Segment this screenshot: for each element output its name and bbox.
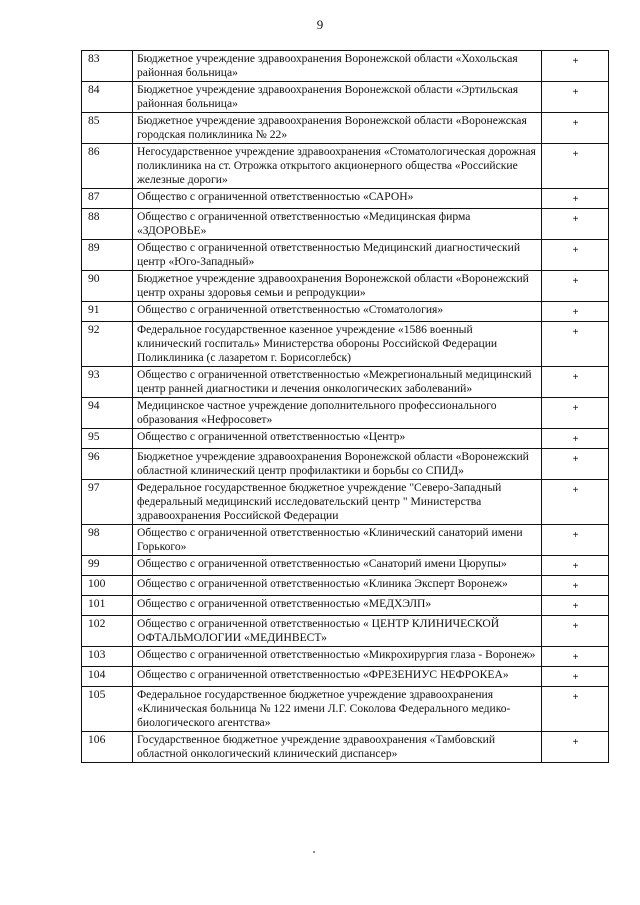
table-row (82, 480, 609, 525)
row-number-cell: 93 (82, 367, 133, 398)
row-number-cell: 101 (82, 596, 133, 616)
organization-name-cell: Бюджетное учреждение здравоохранения Воронежской области «Эртильская районная больница» (133, 82, 542, 113)
table-row (82, 667, 609, 687)
plus-mark: + (572, 194, 579, 205)
mark-cell (542, 732, 609, 763)
table-row (82, 398, 609, 429)
organizations-table-body (82, 51, 609, 763)
table-row (82, 449, 609, 480)
plus-mark: + (572, 56, 579, 67)
mark-cell (542, 449, 609, 480)
row-number-cell: 102 (82, 616, 133, 647)
table-row (82, 616, 609, 647)
mark-cell (542, 302, 609, 322)
plus-mark: + (572, 276, 579, 287)
organization-name-cell: Общество с ограниченной ответственностью «Клиника Эксперт Воронеж» (133, 576, 542, 596)
organization-name-cell: Общество с ограниченной ответственностью «МЕДХЭЛП» (133, 596, 542, 616)
table-row (82, 271, 609, 302)
row-number-cell: 87 (82, 189, 133, 209)
row-number-cell: 96 (82, 449, 133, 480)
organization-name-cell: Федеральное государственное бюджетное учреждение здравоохранения «Клиническая больница № 122 имени Л.Г. Соколова Федерального медико-биологического агентства» (133, 687, 542, 732)
row-number-cell: 92 (82, 322, 133, 367)
row-number-cell: 105 (82, 687, 133, 732)
table-row (82, 51, 609, 82)
row-number-cell: 95 (82, 429, 133, 449)
organization-name-cell: Общество с ограниченной ответственностью Медицинский диагностический центр «Юго-Западный» (133, 240, 542, 271)
plus-mark: + (572, 307, 579, 318)
plus-mark: + (572, 621, 579, 632)
row-number-cell: 91 (82, 302, 133, 322)
table-row (82, 576, 609, 596)
mark-cell (542, 189, 609, 209)
table-row (82, 429, 609, 449)
organization-name-cell: Общество с ограниченной ответственностью «Санаторий имени Цюрупы» (133, 556, 542, 576)
mark-cell (542, 51, 609, 82)
table-row (82, 367, 609, 398)
plus-mark: + (572, 581, 579, 592)
organization-name-cell: Федеральное государственное бюджетное учреждение "Северо-Западный федеральный медицинский исследовательский центр " Министерства здравоохранения Российской Федерации (133, 480, 542, 525)
table-row (82, 82, 609, 113)
organization-name-cell: Общество с ограниченной ответственностью «Клинический санаторий имени Горького» (133, 525, 542, 556)
scan-speck (313, 851, 315, 853)
organization-name-cell: Бюджетное учреждение здравоохранения Воронежской области «Воронежская городская поликлиника № 22» (133, 113, 542, 144)
row-number-cell: 103 (82, 647, 133, 667)
mark-cell (542, 398, 609, 429)
mark-cell (542, 687, 609, 732)
plus-mark: + (572, 214, 579, 225)
row-number-cell: 85 (82, 113, 133, 144)
mark-cell (542, 240, 609, 271)
page-number: 9 (316, 17, 324, 32)
table-row (82, 556, 609, 576)
table-row (82, 189, 609, 209)
row-number-cell: 94 (82, 398, 133, 429)
table-row (82, 302, 609, 322)
table-row (82, 525, 609, 556)
table-row (82, 113, 609, 144)
plus-mark: + (572, 530, 579, 541)
table-row (82, 647, 609, 667)
plus-mark: + (572, 454, 579, 465)
row-number-cell: 106 (82, 732, 133, 763)
organization-name-cell: Общество с ограниченной ответственностью «Центр» (133, 429, 542, 449)
plus-mark: + (572, 149, 579, 160)
table-row (82, 687, 609, 732)
mark-cell (542, 480, 609, 525)
plus-mark: + (572, 601, 579, 612)
organization-name-cell: Общество с ограниченной ответственностью «Стоматология» (133, 302, 542, 322)
mark-cell (542, 429, 609, 449)
mark-cell (542, 556, 609, 576)
table-row (82, 240, 609, 271)
organization-name-cell: Общество с ограниченной ответственностью «Микрохирургия глаза - Воронеж» (133, 647, 542, 667)
row-number-cell: 97 (82, 480, 133, 525)
plus-mark: + (572, 118, 579, 129)
row-number-cell: 83 (82, 51, 133, 82)
row-number-cell: 90 (82, 271, 133, 302)
organization-name-cell: Негосударственное учреждение здравоохранения «Стоматологическая дорожная поликлиника на ст. Отрожка открытого акционерного общества «Российские железные дороги» (133, 144, 542, 189)
table-row (82, 209, 609, 240)
plus-mark: + (572, 372, 579, 383)
plus-mark: + (572, 327, 579, 338)
organization-name-cell: Общество с ограниченной ответственностью «Медицинская фирма «ЗДОРОВЬЕ» (133, 209, 542, 240)
mark-cell (542, 82, 609, 113)
table-row (82, 596, 609, 616)
organization-name-cell: Бюджетное учреждение здравоохранения Воронежской области «Воронежский центр охраны здоровья семьи и репродукции» (133, 271, 542, 302)
organizations-table (81, 50, 609, 763)
plus-mark: + (572, 561, 579, 572)
organization-name-cell: Общество с ограниченной ответственностью « ЦЕНТР КЛИНИЧЕСКОЙ ОФТАЛЬМОЛОГИИ «МЕДИНВЕСТ» (133, 616, 542, 647)
organization-name-cell: Общество с ограниченной ответственностью «САРОН» (133, 189, 542, 209)
organization-name-cell: Медицинское частное учреждение дополнительного профессионального образования «Нефросовет» (133, 398, 542, 429)
table-row (82, 144, 609, 189)
row-number-cell: 98 (82, 525, 133, 556)
plus-mark: + (572, 245, 579, 256)
plus-mark: + (572, 87, 579, 98)
plus-mark: + (572, 737, 579, 748)
row-number-cell: 88 (82, 209, 133, 240)
row-number-cell: 86 (82, 144, 133, 189)
mark-cell (542, 144, 609, 189)
mark-cell (542, 367, 609, 398)
row-number-cell: 99 (82, 556, 133, 576)
mark-cell (542, 113, 609, 144)
mark-cell (542, 576, 609, 596)
row-number-cell: 89 (82, 240, 133, 271)
mark-cell (542, 322, 609, 367)
plus-mark: + (572, 485, 579, 496)
organization-name-cell: Государственное бюджетное учреждение здравоохранения «Тамбовский областной онкологический клинический диспансер» (133, 732, 542, 763)
plus-mark: + (572, 434, 579, 445)
mark-cell (542, 596, 609, 616)
plus-mark: + (572, 672, 579, 683)
table-row (82, 322, 609, 367)
mark-cell (542, 271, 609, 302)
organization-name-cell: Общество с ограниченной ответственностью «Межрегиональный медицинский центр ранней диагностики и лечения онкологических заболеваний» (133, 367, 542, 398)
mark-cell (542, 209, 609, 240)
organization-name-cell: Общество с ограниченной ответственностью «ФРЕЗЕНИУС НЕФРОКЕА» (133, 667, 542, 687)
row-number-cell: 100 (82, 576, 133, 596)
plus-mark: + (572, 403, 579, 414)
row-number-cell: 84 (82, 82, 133, 113)
organization-name-cell: Бюджетное учреждение здравоохранения Воронежской области «Воронежский областной клинический центр профилактики и борьбы со СПИД» (133, 449, 542, 480)
plus-mark: + (572, 692, 579, 703)
table-row (82, 732, 609, 763)
mark-cell (542, 647, 609, 667)
row-number-cell: 104 (82, 667, 133, 687)
organization-name-cell: Федеральное государственное казенное учреждение «1586 военный клинический госпиталь» Министерства обороны Российской Федерации Поликлиника (с лазаретом г. Борисоглебск) (133, 322, 542, 367)
mark-cell (542, 525, 609, 556)
plus-mark: + (572, 652, 579, 663)
organization-name-cell: Бюджетное учреждение здравоохранения Воронежской области «Хохольская районная больница» (133, 51, 542, 82)
mark-cell (542, 616, 609, 647)
mark-cell (542, 667, 609, 687)
